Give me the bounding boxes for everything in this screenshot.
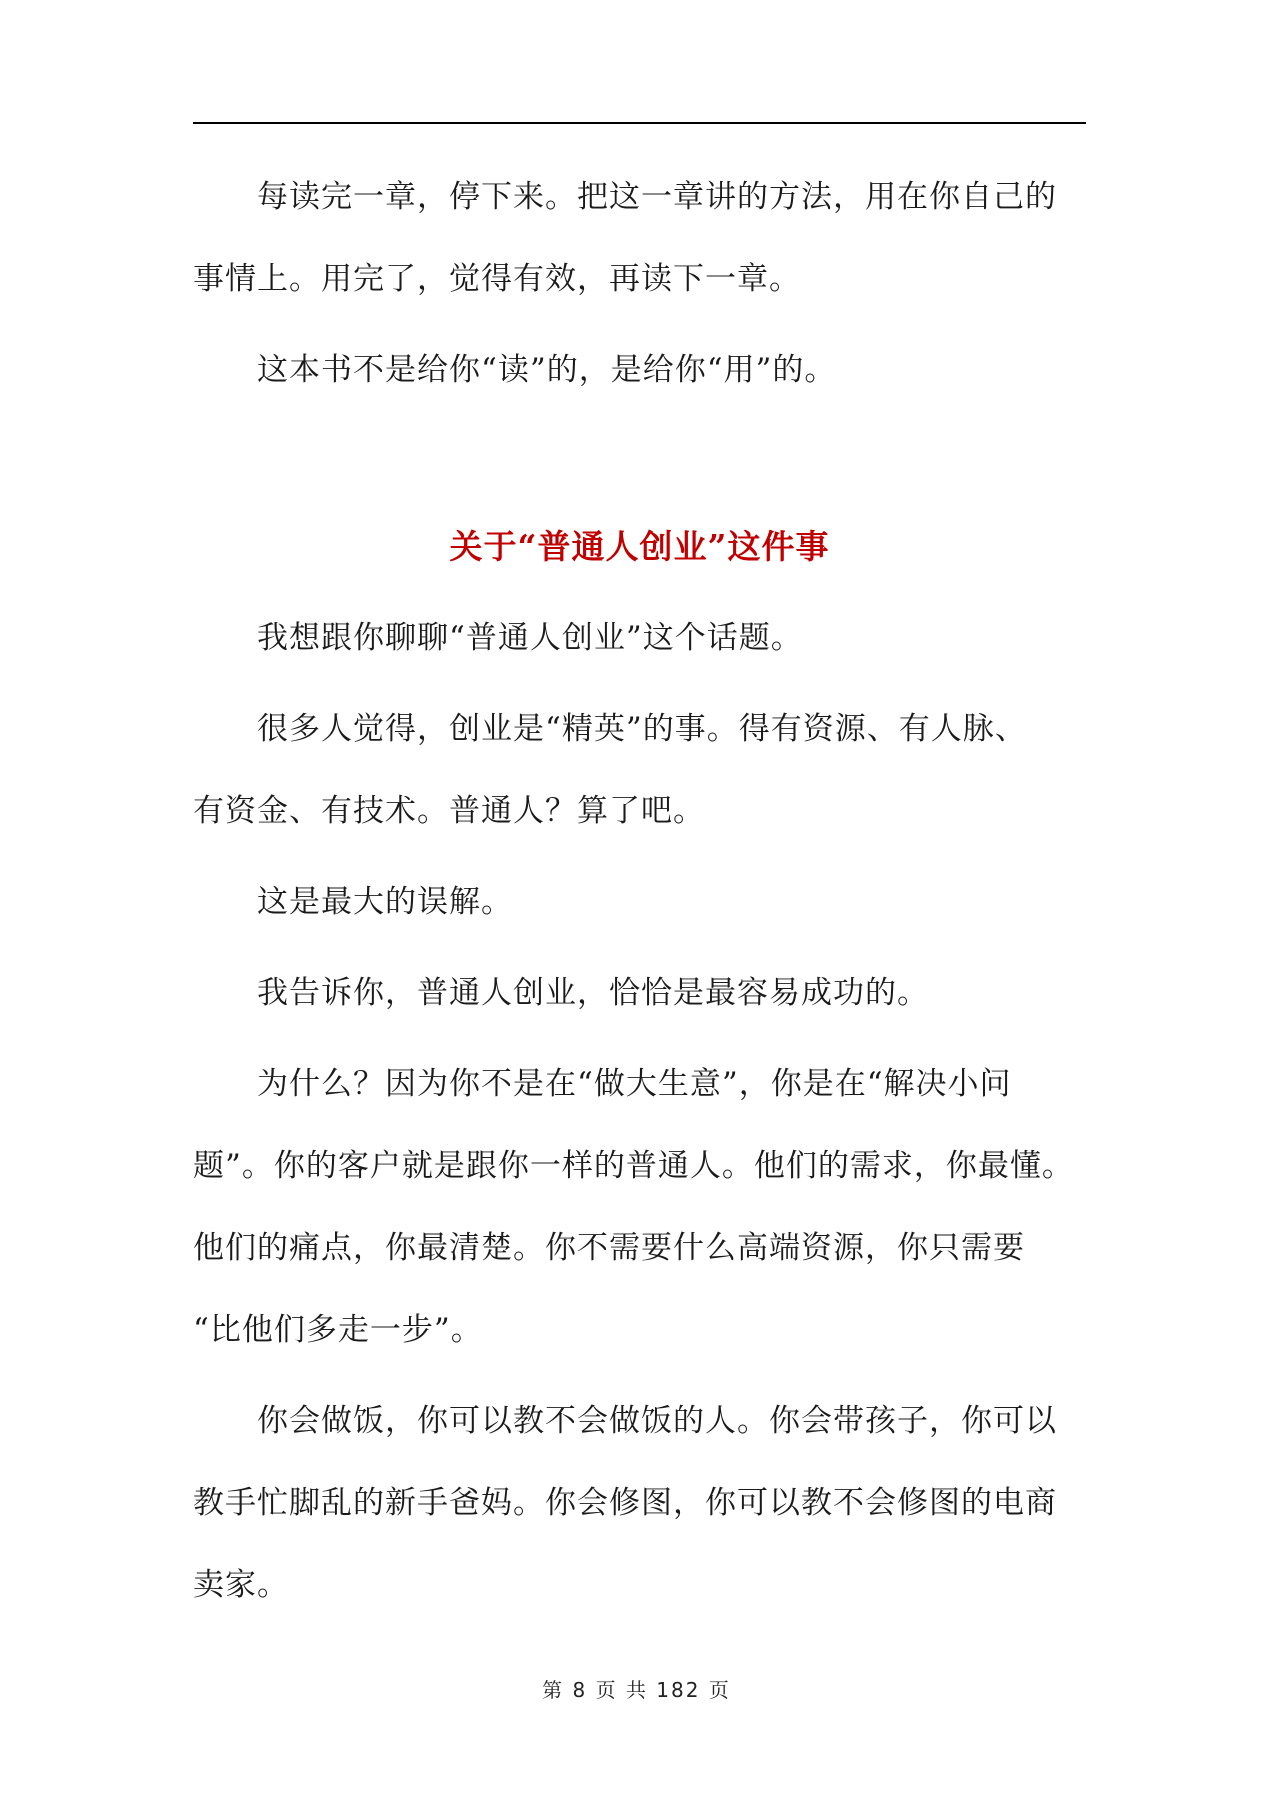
paragraph-line: 为什么？因为你不是在“做大生意”，你是在“解决小问 <box>257 1066 1012 1102</box>
paragraph-line: 这本书不是给你“读”的，是给你“用”的。 <box>257 352 837 388</box>
paragraph-line: 你会做饭，你可以教不会做饭的人。你会带孩子，你可以 <box>257 1403 1057 1439</box>
paragraph-line: “比他们多走一步”。 <box>193 1312 483 1348</box>
paragraph-line: 每读完一章，停下来。把这一章讲的方法，用在你自己的 <box>257 179 1057 215</box>
paragraph-line: 很多人觉得，创业是“精英”的事。得有资源、有人脉、 <box>257 711 1027 747</box>
paragraph-line: 我想跟你聊聊“普通人创业”这个话题。 <box>257 620 803 656</box>
paragraph-line: 教手忙脚乱的新手爸妈。你会修图，你可以教不会修图的电商 <box>193 1485 1057 1521</box>
paragraph-line: 我告诉你，普通人创业，恰恰是最容易成功的。 <box>257 975 929 1011</box>
paragraph-line: 这是最大的误解。 <box>257 884 513 920</box>
paragraph-line: 卖家。 <box>193 1567 289 1603</box>
header-rule <box>193 122 1086 124</box>
paragraph-line: 事情上。用完了，觉得有效，再读下一章。 <box>193 261 801 297</box>
paragraph-line: 有资金、有技术。普通人？算了吧。 <box>193 793 705 829</box>
section-heading: 关于“普通人创业”这件事 <box>449 527 830 566</box>
paragraph-line: 题”。你的客户就是跟你一样的普通人。他们的需求，你最懂。 <box>193 1148 1074 1184</box>
page-number: 第 8 页 共 182 页 <box>542 1678 731 1702</box>
paragraph-line: 他们的痛点，你最清楚。你不需要什么高端资源，你只需要 <box>193 1230 1025 1266</box>
